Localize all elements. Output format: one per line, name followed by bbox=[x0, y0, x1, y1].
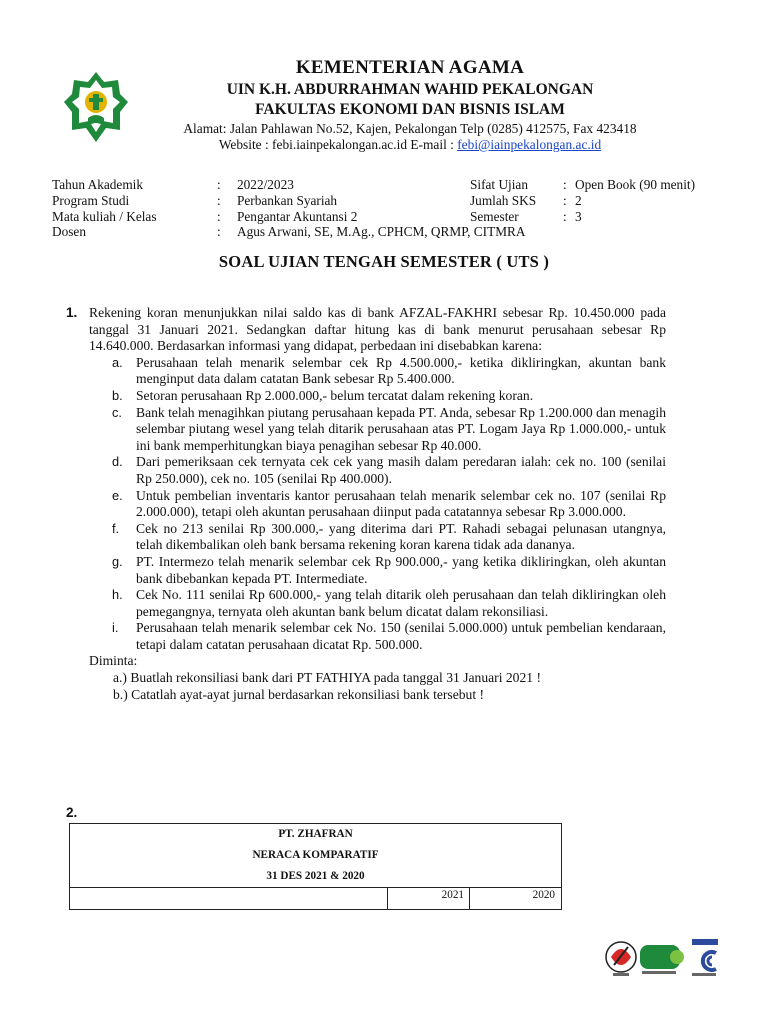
info-row bbox=[52, 193, 452, 209]
item-text: PT. Intermezo telah menarik selembar cek Rp 900.000,- yang ketika dikliringkan, oleh akuntan bank dibebankan kepada PT. Intermediate. bbox=[136, 553, 666, 586]
info-label: Semester bbox=[470, 208, 519, 224]
question-items bbox=[66, 355, 666, 654]
question-2-number: 2. bbox=[66, 805, 78, 820]
ministry-name: KEMENTERIAN AGAMA bbox=[295, 57, 525, 78]
list-item bbox=[66, 454, 666, 487]
task-a: a.) Buatlah rekonsiliasi bank dari PT FATHIYA pada tanggal 31 Januari 2021 ! bbox=[113, 670, 541, 686]
table-header bbox=[70, 824, 561, 887]
task-b: b.) Catatlah ayat-ayat jurnal berdasarkan rekonsiliasi bank tersebut ! bbox=[113, 686, 485, 702]
column-2020: 2020 bbox=[532, 889, 555, 901]
address-line: Alamat: Jalan Pahlawan No.52, Kajen, Pekalongan Telp (0285) 412575, Fax 423418 bbox=[183, 121, 637, 136]
info-value: Agus Arwani, SE, M.Ag., CPHCM, QRMP, CITMRA bbox=[237, 224, 526, 240]
info-label: Mata kuliah / Kelas bbox=[52, 208, 157, 224]
website-prefix: Website : febi.iainpekalongan.ac.id E-mail : bbox=[218, 137, 458, 152]
item-text: Perusahaan telah menarik selembar cek No. 150 (senilai 5.000.000) untuk pembelian kendaraan, tetapi dalam catatan perusahaan dicatat Rp. 500.000. bbox=[136, 620, 666, 652]
info-value: Open Book (90 menit) bbox=[575, 177, 696, 192]
jas-anz-icon bbox=[692, 939, 718, 976]
info-row bbox=[52, 224, 526, 240]
company-name: PT. ZHAFRAN bbox=[278, 828, 353, 840]
item-text: Bank telah menagihkan piutang perusahaan kepada PT. Anda, sebesar Rp 1.200.000 dan menagih selembar piutang wesel yang telah ditarik perusahaan atas PT. Logam Jaya Rp 1.000.000,- untuk ini bank memperhitungkan biaya penagihan sebesar Rp 40.000. bbox=[136, 404, 666, 453]
report-date: 31 DES 2021 & 2020 bbox=[266, 870, 365, 882]
info-label: Program Studi bbox=[52, 192, 130, 208]
item-marker: e. bbox=[112, 487, 123, 503]
info-colon: : bbox=[563, 177, 567, 192]
website-line bbox=[130, 137, 690, 153]
table-row bbox=[70, 887, 561, 910]
info-label: Jumlah SKS bbox=[470, 192, 537, 208]
info-value: 2 bbox=[575, 192, 582, 208]
item-marker: g. bbox=[112, 553, 123, 569]
info-label: Sifat Ujian bbox=[470, 177, 528, 192]
item-text: Untuk pembelian inventaris kantor perusahaan telah menarik selembar cek no. 107 (senilai Rp 2.000.000), tetapi oleh akuntan perusahaan diinput pada catatannya sebesar Rp 3.000.000. bbox=[136, 487, 666, 520]
info-value: Perbankan Syariah bbox=[237, 192, 338, 208]
list-item bbox=[66, 488, 666, 521]
list-item bbox=[66, 388, 666, 405]
table-cell-account bbox=[70, 888, 388, 910]
item-text: Setoran perusahaan Rp 2.000.000,- belum tercatat dalam rekening koran. bbox=[136, 387, 534, 403]
list-item bbox=[66, 521, 666, 554]
university-name: UIN K.H. ABDURRAHMAN WAHID PEKALONGAN bbox=[226, 81, 594, 98]
question-text: Rekening koran menunjukkan nilai saldo kas di bank AFZAL-FAKHRI sebesar Rp. 10.450.000 pada tanggal 31 Januari 2021. Sedangkan daftar hitung kas di bank menurut perusahaan sebesar Rp 14.640.000. Berdasarkan informasi yang didapat, perbedaan ini disebabkan karena: bbox=[89, 305, 666, 354]
list-item bbox=[66, 620, 666, 653]
question-number: 1. bbox=[66, 305, 78, 320]
exam-info-right bbox=[470, 177, 730, 224]
item-text: Dari pemeriksaan cek ternyata cek cek yang masih dalam peredaran ialah: cek no. 100 (senilai Rp 250.000), cek no. 105 (senilai Rp 400.000). bbox=[136, 454, 666, 486]
letterhead bbox=[130, 56, 690, 153]
email-link[interactable]: febi@iainpekalongan.ac.id bbox=[457, 137, 602, 152]
info-row bbox=[52, 177, 452, 193]
item-marker: b. bbox=[112, 387, 123, 403]
item-marker: c. bbox=[112, 404, 122, 420]
info-label: Dosen bbox=[52, 224, 86, 240]
info-colon: : bbox=[217, 208, 221, 224]
info-row bbox=[470, 193, 730, 209]
list-item bbox=[66, 355, 666, 388]
item-text: Cek no 213 senilai Rp 300.000,- yang diterima dari PT. Rahadi sebagai pelunasan utangnya, telah dikembalikan oleh bank bersama rekening koran karena tidak ada dananya. bbox=[136, 520, 666, 553]
info-value: 2022/2023 bbox=[237, 177, 294, 192]
column-2021: 2021 bbox=[388, 888, 470, 910]
quality-badge-icon bbox=[640, 945, 684, 974]
item-marker: i. bbox=[112, 620, 119, 636]
info-colon: : bbox=[563, 208, 567, 224]
item-text: Cek No. 111 senilai Rp 600.000,- yang telah ditarik oleh perusahaan dan telah dikliringkan oleh pemegangnya, ternyata oleh akuntan bank belum dicatat dalam rekonsiliasi. bbox=[136, 587, 666, 619]
faculty-name: FAKULTAS EKONOMI DAN BISNIS ISLAM bbox=[255, 101, 565, 118]
report-name: NERACA KOMPARATIF bbox=[252, 849, 379, 861]
info-label: Tahun Akademik bbox=[52, 177, 144, 192]
certification-badges bbox=[604, 935, 724, 983]
info-value: Pengantar Akuntansi 2 bbox=[237, 208, 358, 224]
balance-sheet-table bbox=[69, 823, 562, 910]
list-item bbox=[66, 405, 666, 455]
item-text: Perusahaan telah menarik selembar cek Rp 4.500.000,- ketika dikliringkan, akuntan bank menginput data dalam catatan Bank sebesar Rp 5.400.000. bbox=[136, 354, 666, 387]
info-colon: : bbox=[563, 192, 567, 208]
exam-title: SOAL UJIAN TENGAH SEMESTER ( UTS ) bbox=[218, 252, 550, 271]
question-1 bbox=[66, 305, 666, 703]
info-row bbox=[470, 209, 730, 225]
item-marker: a. bbox=[112, 354, 123, 370]
info-row bbox=[52, 209, 452, 225]
list-item bbox=[66, 554, 666, 587]
diminta-label: Diminta: bbox=[89, 653, 138, 669]
item-marker: f. bbox=[112, 520, 120, 536]
info-row bbox=[470, 177, 730, 193]
info-colon: : bbox=[217, 224, 221, 240]
info-colon: : bbox=[217, 192, 221, 208]
university-logo bbox=[62, 68, 130, 146]
info-value: 3 bbox=[575, 208, 582, 224]
info-colon: : bbox=[217, 177, 221, 192]
iso-certification-icon bbox=[606, 942, 636, 976]
item-marker: d. bbox=[112, 454, 123, 470]
item-marker: h. bbox=[112, 587, 123, 603]
list-item bbox=[66, 587, 666, 620]
